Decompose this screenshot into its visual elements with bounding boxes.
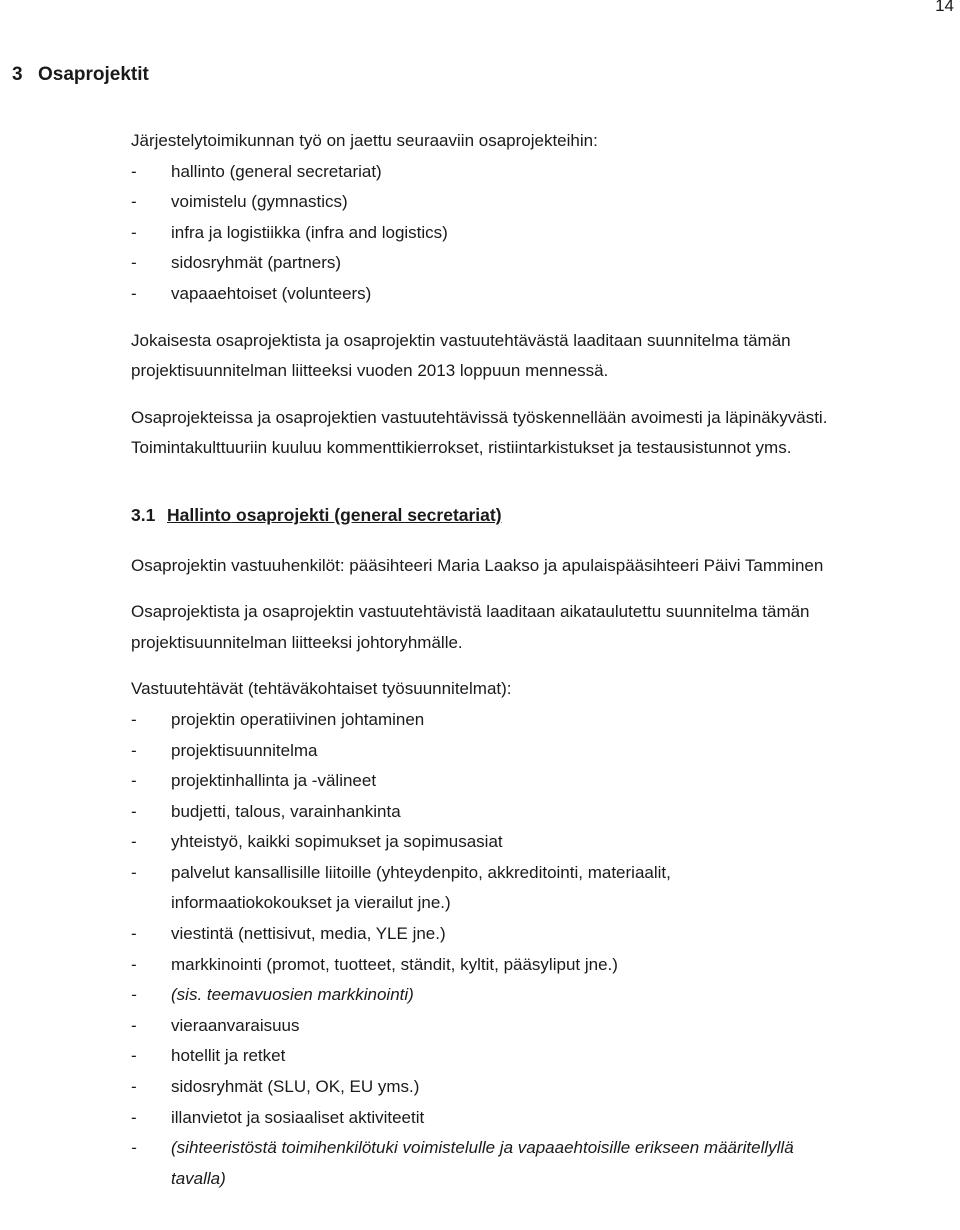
paragraph-line: Osaprojektista ja osaprojektin vastuutehtävistä laaditaan aikataulutettu suunnitelma tämän	[131, 602, 810, 622]
list-item: - illanvietot ja sosiaaliset aktiviteetit	[131, 1103, 946, 1134]
section-heading	[12, 64, 149, 86]
subsection-heading	[131, 500, 946, 531]
list-item: - vapaaehtoiset (volunteers)	[131, 279, 946, 310]
section-title: Osaprojektit	[38, 64, 149, 85]
paragraph-line: Jokaisesta osaprojektista ja osaprojektin vastuutehtävästä laaditaan suunnitelma tämän	[131, 330, 791, 350]
list-item: - markkinointi (promot, tuotteet, ständit, kyltit, pääsyliput jne.)	[131, 950, 946, 981]
subsection-title-underlined: Hallinto	[167, 504, 232, 525]
intro-text: Järjestelytoimikunnan työ on jaettu seuraaviin osaprojekteihin:	[131, 131, 598, 150]
section-number: 3	[12, 64, 23, 85]
list-item-continuation: tavalla)	[171, 1168, 226, 1188]
duties-list	[131, 705, 946, 1195]
list-item: - viestintä (nettisivut, media, YLE jne.)	[131, 919, 946, 950]
list-item: - (sis. teemavuosien markkinointi)	[131, 980, 946, 1011]
list-item: - voimistelu (gymnastics)	[131, 187, 946, 218]
subsection-title-rest: osaprojekti (general secretariat)	[231, 504, 502, 525]
list-item: - budjetti, talous, varainhankinta	[131, 797, 946, 828]
list-item: - sidosryhmät (SLU, OK, EU yms.)	[131, 1072, 946, 1103]
duties-intro: Vastuutehtävät (tehtäväkohtaiset työsuunnitelmat):	[131, 679, 512, 699]
paragraph-line: projektisuunnitelman liitteeksi johtoryhmälle.	[131, 632, 463, 652]
list-item: - palvelut kansallisille liitoille (yhteydenpito, akkreditointi, materiaalit,	[131, 858, 946, 889]
list-item: - hallinto (general secretariat)	[131, 157, 946, 188]
list-item: - (sihteeristöstä toimihenkilötuki voimistelulle ja vapaaehtoisille erikseen määritellyllä	[131, 1133, 946, 1164]
subproject-list	[131, 157, 946, 310]
paragraph-line: Toimintakulttuuriin kuuluu kommenttikierrokset, ristiintarkistukset ja testausistunnot yms.	[131, 438, 792, 458]
paragraph-line: Osaprojekteissa ja osaprojektien vastuutehtävissä työskennellään avoimesti ja läpinäkyvästi.	[131, 407, 828, 427]
subsection-number: 3.1	[131, 504, 156, 525]
responsible-persons: Osaprojektin vastuuhenkilöt: pääsihteeri Maria Laakso ja apulaispääsihteeri Päivi Tamminen	[131, 555, 824, 575]
list-item: - sidosryhmät (partners)	[131, 248, 946, 279]
list-item: - projektisuunnitelma	[131, 736, 946, 767]
list-item: - infra ja logistiikka (infra and logistics)	[131, 218, 946, 249]
page-number: 14	[935, 0, 954, 15]
paragraph-line: projektisuunnitelman liitteeksi vuoden 2013 loppuun mennessä.	[131, 361, 609, 381]
list-item: - yhteistyö, kaikki sopimukset ja sopimusasiat	[131, 827, 946, 858]
list-item: - projektinhallinta ja -välineet	[131, 766, 946, 797]
list-item-continuation: informaatiokokoukset ja vierailut jne.)	[171, 893, 451, 913]
list-item: - hotellit ja retket	[131, 1041, 946, 1072]
list-item: - vieraanvaraisuus	[131, 1011, 946, 1042]
document-body	[131, 126, 946, 1194]
list-item: - projektin operatiivinen johtaminen	[131, 705, 946, 736]
